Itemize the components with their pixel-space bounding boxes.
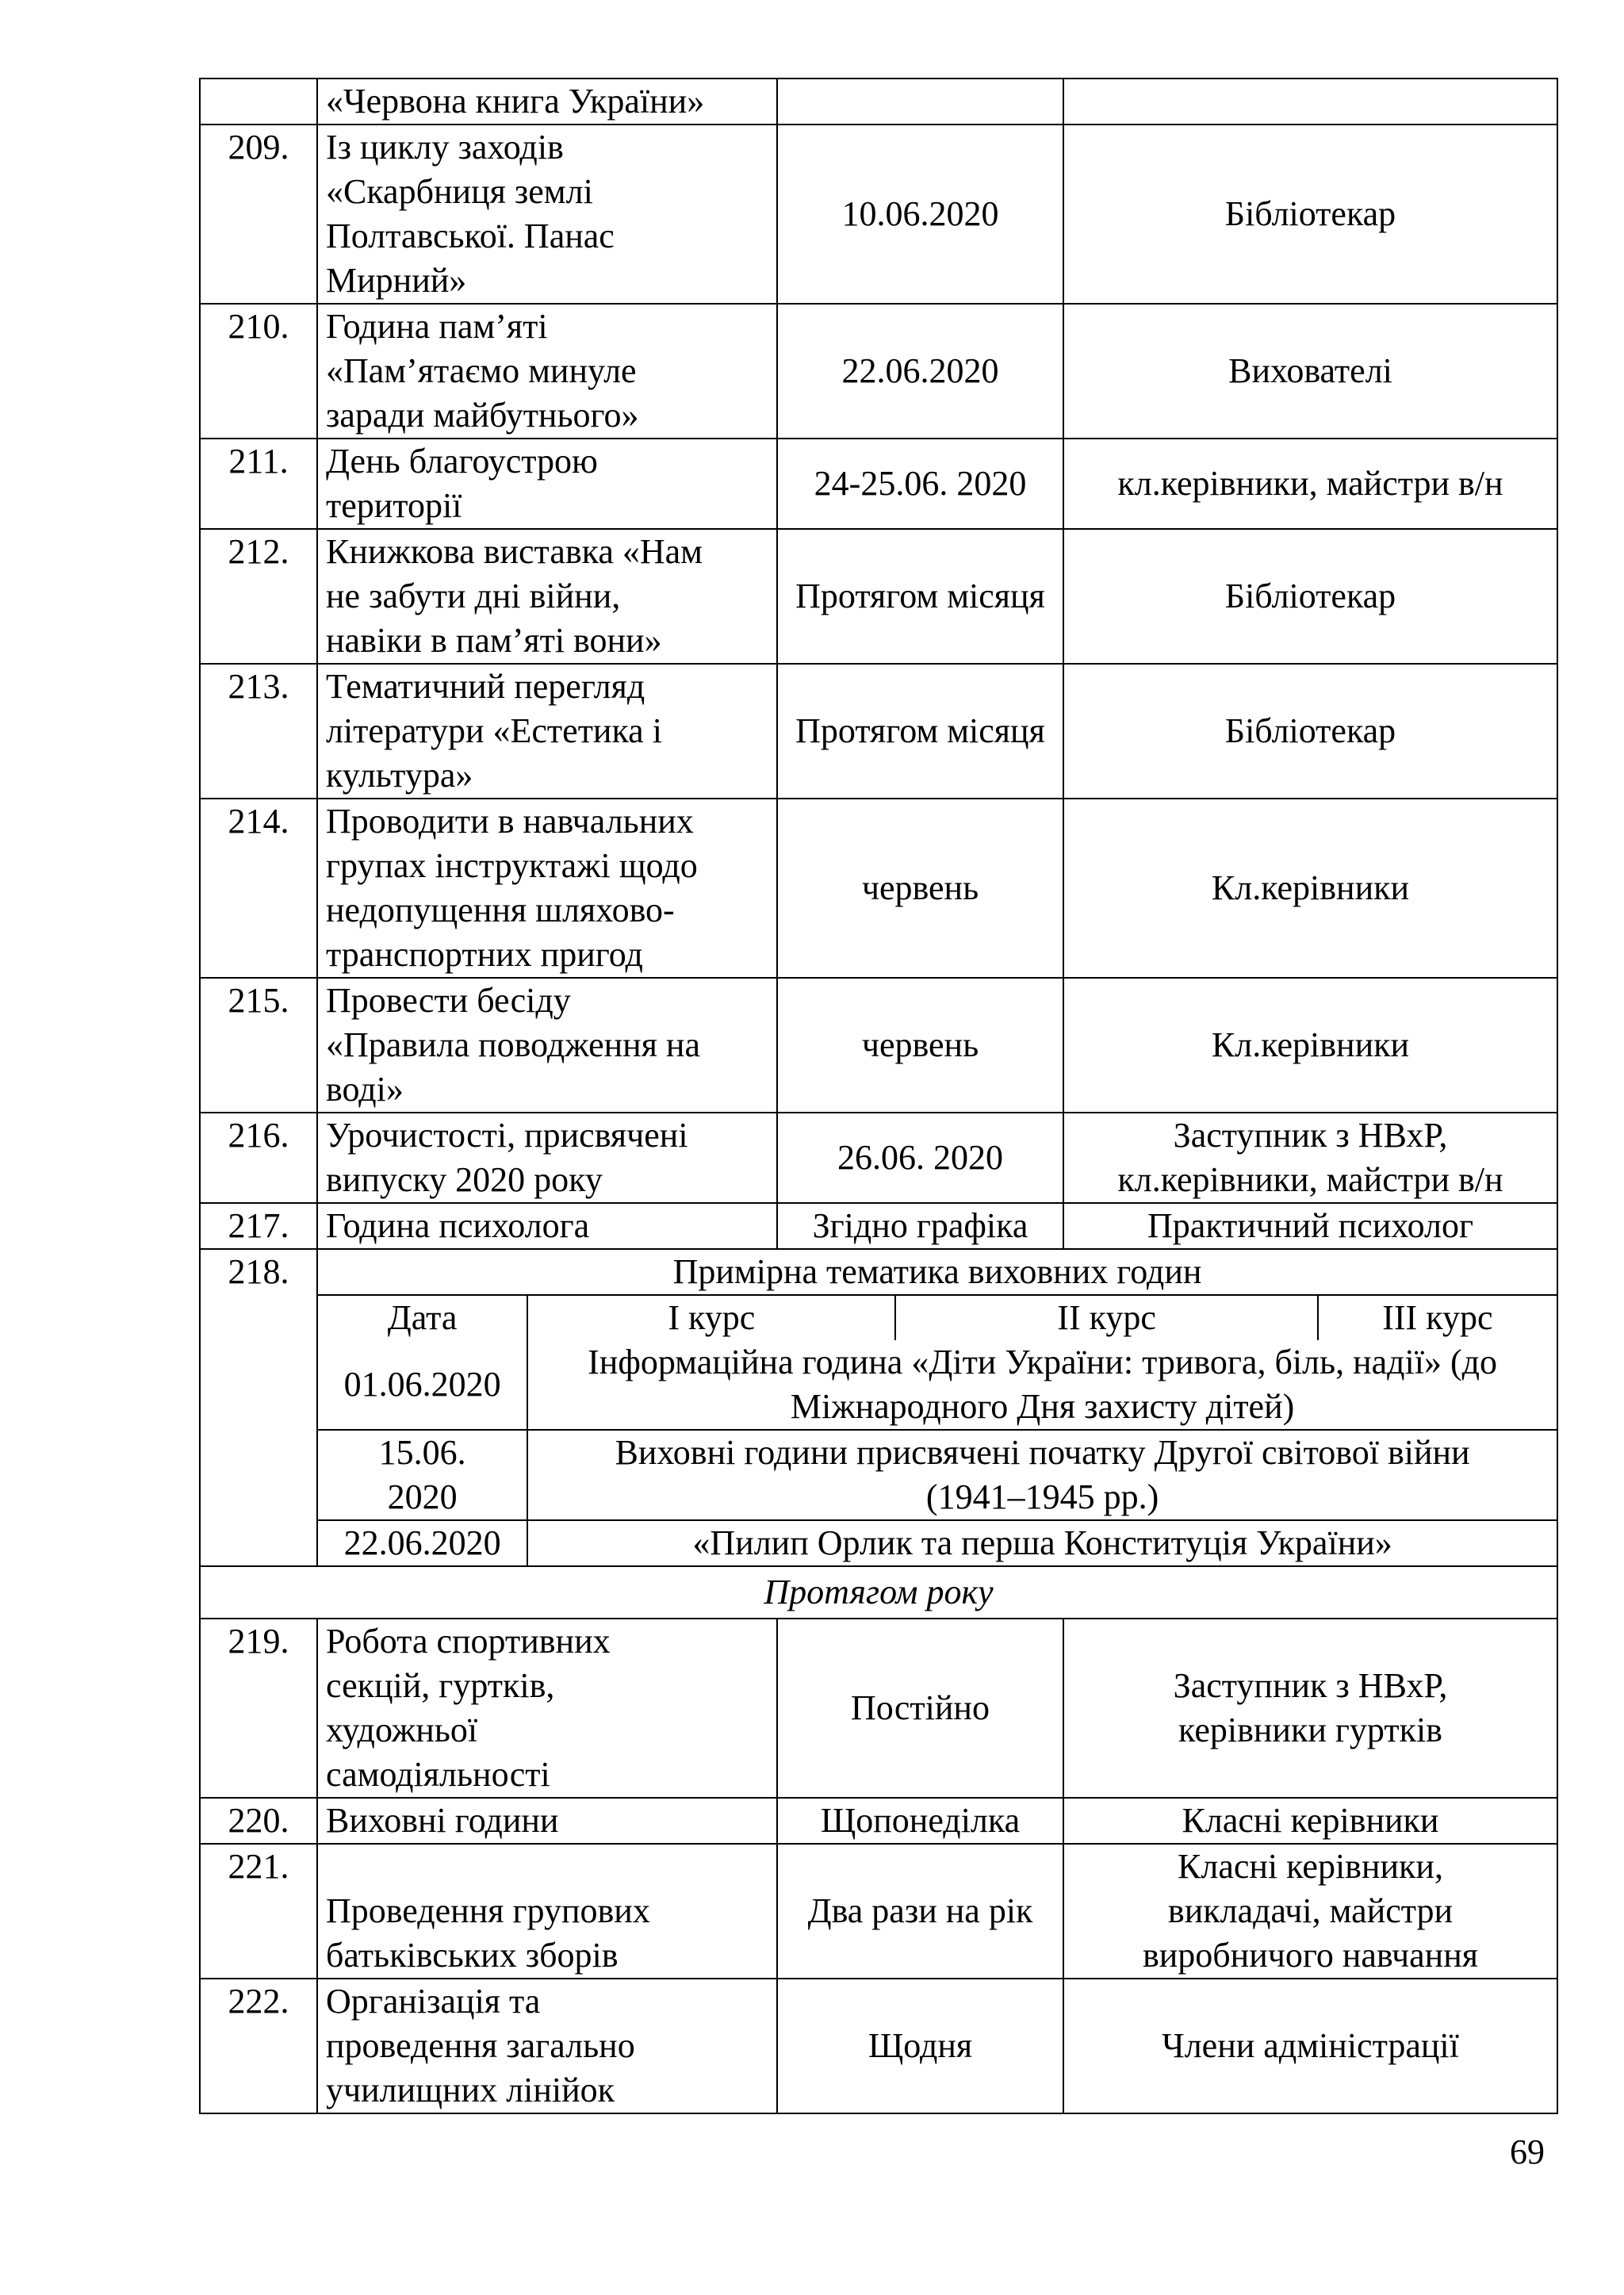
text-line: Виховні години: [326, 1801, 559, 1840]
event-title: [317, 529, 777, 664]
text-line: території: [326, 486, 462, 525]
event-date: Постійно: [777, 1619, 1063, 1798]
text-line: недопущення шляхово-: [326, 891, 675, 929]
theme-col-course-2: ІІ курс: [895, 1295, 1317, 1340]
theme-item-text: [527, 1520, 1557, 1565]
section-row: [200, 1566, 1557, 1619]
text-line: Година психолога: [326, 1206, 590, 1245]
text-line: Практичний психолог: [1147, 1206, 1474, 1245]
text-line: Міжнародного Дня захисту дітей): [790, 1387, 1295, 1426]
event-title: [317, 664, 777, 799]
text-line: Година пам’яті: [326, 307, 548, 346]
event-title: [317, 1113, 777, 1203]
event-title: [317, 125, 777, 304]
text-line: літератури «Естетика і: [326, 711, 662, 750]
table-row: [200, 978, 1557, 1113]
text-line: секцій, гуртків,: [326, 1666, 555, 1705]
text-line: Кл.керівники: [1211, 868, 1410, 907]
event-responsible: [1063, 1619, 1557, 1798]
row-number: 214.: [200, 799, 317, 978]
text-line: заради майбутнього»: [326, 396, 639, 435]
theme-item-row: [318, 1430, 1557, 1520]
text-line: групах інструктажі щодо: [326, 846, 698, 885]
text-line: 22.06.2020: [343, 1523, 501, 1562]
event-title: [317, 1619, 777, 1798]
text-line: «Пилип Орлик та перша Конституція України»: [692, 1523, 1392, 1562]
row-number: 210.: [200, 304, 317, 439]
row-number: 217.: [200, 1203, 317, 1249]
text-line: [326, 1845, 768, 1889]
text-line: не забути дні війни,: [326, 577, 621, 615]
event-title: [317, 79, 777, 125]
text-line: виробничого навчання: [1142, 1936, 1479, 1975]
text-line: батьківських зборів: [326, 1936, 619, 1975]
theme-item-date: [318, 1520, 527, 1565]
text-line: Бібліотекар: [1224, 711, 1396, 750]
text-line: Проводити в навчальних: [326, 802, 694, 841]
event-title: [317, 1203, 777, 1249]
theme-heading: Примірна тематика виховних годин: [318, 1250, 1557, 1295]
row-number: 211.: [200, 439, 317, 529]
text-line: Із циклу заходів: [326, 128, 564, 167]
event-date: Щопонеділка: [777, 1798, 1063, 1844]
row-number: 216.: [200, 1113, 317, 1203]
text-line: Члени адміністрації: [1162, 2026, 1459, 2065]
text-line: транспортних пригод: [326, 935, 643, 974]
row-number: 219.: [200, 1619, 317, 1798]
text-line: Вихователі: [1228, 351, 1392, 390]
event-title: [317, 439, 777, 529]
event-responsible: [1063, 1844, 1557, 1979]
text-line: Провести бесіду: [326, 981, 571, 1020]
event-date: червень: [777, 799, 1063, 978]
table-row: [200, 79, 1557, 125]
table-row: [200, 125, 1557, 304]
theme-table: [318, 1250, 1557, 1565]
text-line: воді»: [326, 1070, 404, 1109]
text-line: 2020: [387, 1477, 458, 1516]
theme-item-date: [318, 1340, 527, 1430]
text-line: проведення загально: [326, 2026, 635, 2065]
event-title: [317, 1798, 777, 1844]
text-line: Кл.керівники: [1211, 1025, 1410, 1064]
row-number: 221.: [200, 1844, 317, 1979]
text-line: Інформаційна година «Діти України: тривога, біль, надії» (до: [588, 1343, 1498, 1381]
event-responsible: [1063, 978, 1557, 1113]
theme-block-row: [200, 1249, 1557, 1566]
theme-block-cell: [317, 1249, 1557, 1566]
event-responsible: [1063, 664, 1557, 799]
theme-item-date: [318, 1430, 527, 1520]
theme-col-course-3: ІІІ курс: [1318, 1295, 1557, 1340]
row-number: 215.: [200, 978, 317, 1113]
row-number: [200, 79, 317, 125]
text-line: Проведення групових: [326, 1891, 650, 1930]
text-line: Бібліотекар: [1224, 577, 1396, 615]
text-line: 01.06.2020: [343, 1365, 501, 1404]
event-date: [777, 79, 1063, 125]
theme-item-text: [527, 1340, 1557, 1430]
page-number: 69: [1510, 2132, 1545, 2171]
row-number: 212.: [200, 529, 317, 664]
text-line: День благоустрою: [326, 442, 598, 481]
text-line: самодіяльності: [326, 1755, 550, 1794]
text-line: Виховні години присвячені початку Другої світової війни: [615, 1433, 1470, 1472]
event-responsible: [1063, 439, 1557, 529]
text-line: кл.керівники, майстри в/н: [1117, 464, 1503, 503]
table-row: [200, 664, 1557, 799]
text-line: Книжкова виставка «Нам: [326, 532, 703, 571]
text-line: навіки в пам’яті вони»: [326, 621, 662, 660]
row-number: 213.: [200, 664, 317, 799]
text-line: керівники гуртків: [1178, 1711, 1442, 1749]
text-line: викладачі, майстри: [1167, 1891, 1454, 1930]
event-date: червень: [777, 978, 1063, 1113]
text-line: 15.06.: [378, 1433, 466, 1472]
event-responsible: [1063, 1113, 1557, 1203]
text-line: випуску 2020 року: [326, 1160, 603, 1199]
text-line: Урочистості, присвячені: [326, 1116, 688, 1155]
text-line: «Червона книга України»: [326, 82, 705, 121]
text-line: «Скарбниця землі: [326, 172, 593, 211]
theme-col-course-1: І курс: [527, 1295, 895, 1340]
table-row: [200, 1619, 1557, 1798]
text-line: кл.керівники, майстри в/н: [1117, 1160, 1503, 1199]
table-row: [200, 1798, 1557, 1844]
text-line: Організація та: [326, 1982, 541, 2021]
event-responsible: [1063, 125, 1557, 304]
event-responsible: [1063, 529, 1557, 664]
event-responsible: [1063, 1798, 1557, 1844]
table-row: [200, 529, 1557, 664]
theme-item-text: [527, 1430, 1557, 1520]
event-date: 26.06. 2020: [777, 1113, 1063, 1203]
event-date: Згідно графіка: [777, 1203, 1063, 1249]
theme-col-date: Дата: [318, 1295, 527, 1340]
event-date: 22.06.2020: [777, 304, 1063, 439]
event-responsible: [1063, 1979, 1557, 2113]
text-line: Мирний»: [326, 261, 467, 300]
event-responsible: [1063, 799, 1557, 978]
text-line: Класні керівники: [1182, 1801, 1439, 1840]
event-title: [317, 978, 777, 1113]
event-responsible: [1063, 304, 1557, 439]
event-title: [317, 1979, 777, 2113]
theme-item-row: [318, 1520, 1557, 1565]
row-number: 220.: [200, 1798, 317, 1844]
event-date: Два рази на рік: [777, 1844, 1063, 1979]
text-line: (1941–1945 рр.): [925, 1477, 1159, 1516]
text-line: «Пам’ятаємо минуле: [326, 351, 637, 390]
table-row: [200, 304, 1557, 439]
table-row: [200, 439, 1557, 529]
event-date: Протягом місяця: [777, 664, 1063, 799]
text-line: Робота спортивних: [326, 1622, 611, 1661]
events-table: [199, 78, 1558, 2114]
row-number: 209.: [200, 125, 317, 304]
text-line: художньої: [326, 1711, 478, 1749]
event-date: 24-25.06. 2020: [777, 439, 1063, 529]
table-row: [200, 1844, 1557, 1979]
event-date: Щодня: [777, 1979, 1063, 2113]
text-line: Заступник з НВхР,: [1173, 1116, 1448, 1155]
text-line: Заступник з НВхР,: [1173, 1666, 1448, 1705]
row-number: 222.: [200, 1979, 317, 2113]
text-line: культура»: [326, 756, 473, 795]
event-title: [317, 304, 777, 439]
event-responsible: [1063, 1203, 1557, 1249]
event-date: 10.06.2020: [777, 125, 1063, 304]
text-line: Бібліотекар: [1224, 194, 1396, 233]
text-line: «Правила поводження на: [326, 1025, 701, 1064]
theme-heading-row: [318, 1250, 1557, 1295]
event-title: [317, 799, 777, 978]
event-responsible: [1063, 79, 1557, 125]
theme-item-row: [318, 1340, 1557, 1430]
table-row: [200, 1203, 1557, 1249]
event-date: Протягом місяця: [777, 529, 1063, 664]
table-row: [200, 799, 1557, 978]
table-row: [200, 1113, 1557, 1203]
text-line: Тематичний перегляд: [326, 667, 645, 706]
table-row: [200, 1979, 1557, 2113]
section-title: Протягом року: [200, 1566, 1557, 1619]
row-number: 218.: [200, 1249, 317, 1566]
theme-columns-row: [318, 1295, 1557, 1340]
event-title: [317, 1844, 777, 1979]
text-line: училищних лінійок: [326, 2071, 615, 2109]
text-line: Полтавської. Панас: [326, 216, 615, 255]
text-line: Класні керівники,: [1178, 1847, 1443, 1886]
